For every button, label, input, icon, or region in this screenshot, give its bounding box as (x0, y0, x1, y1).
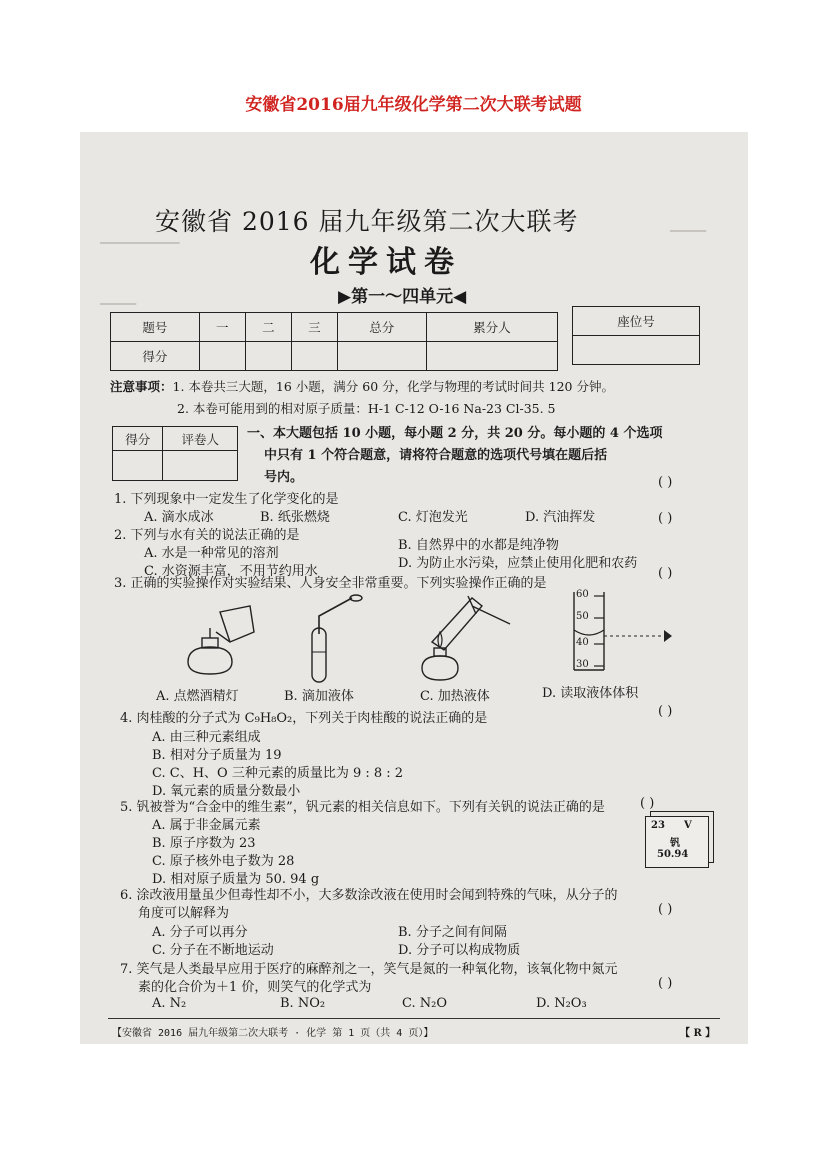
cylinder-tick-30: 30 (576, 659, 589, 670)
section1-line-3: 号内。 (264, 470, 304, 485)
seat-label: 座位号 (573, 307, 700, 336)
q6-stem-line-2: 角度可以解释为 (138, 906, 230, 921)
q2-option-d: D. 为防止水污染，应禁止使用化肥和农药 (398, 556, 638, 571)
q4-stem: 4. 肉桂酸的分子式为 C₉H₈O₂，下列关于肉桂酸的说法正确的是 (120, 711, 488, 726)
grader-cell (163, 451, 238, 481)
q1-stem: 1. 下列现象中一定发生了化学变化的是 (114, 492, 339, 507)
answer-paren: ( ) (640, 796, 655, 811)
q7-option-a: A. N₂ (152, 996, 187, 1011)
seat-cell (573, 336, 700, 365)
element-mass: 50.94 (657, 849, 689, 860)
footer-text: 【安徽省 2016 届九年级第二次大联考 · 化学 第 1 页（共 4 页）】 (112, 1028, 434, 1039)
q7-stem-line-2: 素的化合价为＋1 价，则笑气的化学式为 (138, 980, 372, 995)
answer-paren: ( ) (658, 902, 673, 917)
q3-option-a: A. 点燃酒精灯 (156, 689, 239, 704)
unit-label: 第一～四单元 (351, 287, 454, 307)
q3-option-d: D. 读取液体体积 (542, 686, 639, 701)
q1-option-d: D. 汽油挥发 (525, 510, 596, 525)
score-cell (199, 342, 245, 371)
q3-option-b: B. 滴加液体 (284, 689, 354, 704)
q4-option-d: D. 氧元素的质量分数最小 (152, 784, 301, 799)
answer-paren: ( ) (658, 704, 673, 719)
q4-option-c: C. C、H、O 三种元素的质量比为 9 : 8 : 2 (152, 766, 404, 781)
subject-title: 化学试卷 (310, 245, 462, 280)
grader-header: 评卷人 (163, 427, 238, 451)
score-header: 总分 (337, 313, 426, 342)
vanadium-element-card (645, 816, 709, 868)
q4-option-a: A. 由三种元素组成 (152, 730, 261, 745)
score-header: 一 (199, 313, 245, 342)
q6-option-c: C. 分子在不断地运动 (152, 943, 274, 958)
q2-option-b: B. 自然界中的水都是纯净物 (398, 538, 559, 553)
dropping-liquid-icon (302, 594, 372, 690)
q7-option-b: B. NO₂ (280, 996, 326, 1011)
q5-option-a: A. 属于非金属元素 (152, 818, 261, 833)
section1-line-2: 中只有 1 个符合题意，请将符合题意的选项代号填在题后括 (264, 448, 608, 463)
score-cell (291, 342, 337, 371)
q1-option-b: B. 纸张燃烧 (260, 510, 330, 525)
q5-option-c: C. 原子核外电子数为 28 (152, 854, 295, 869)
q1-option-a: A. 滴水成冰 (144, 510, 214, 525)
footer-code: 【 R 】 (680, 1028, 716, 1039)
element-symbol: V (684, 820, 692, 831)
q6-option-d: D. 分子可以构成物质 (398, 943, 521, 958)
q3-option-c: C. 加热液体 (420, 689, 490, 704)
q6-option-b: B. 分子之间有间隔 (398, 925, 507, 940)
score-cell (426, 342, 557, 371)
answer-paren: ( ) (658, 566, 673, 581)
grader-header: 得分 (113, 427, 163, 451)
right-triangle-icon: ▶ (338, 287, 352, 307)
grader-table (112, 426, 238, 481)
score-header: 二 (245, 313, 291, 342)
q7-option-c: C. N₂O (402, 996, 447, 1011)
q1-option-c: C. 灯泡发光 (398, 510, 468, 525)
q2-stem: 2. 下列与水有关的说法正确的是 (114, 528, 300, 543)
q5-stem: 5. 钒被誉为“合金中的维生素”，钒元素的相关信息如下。下列有关钒的说法正确的是 (120, 800, 605, 815)
section1-line-1: 一、本大题包括 10 小题，每小题 2 分，共 20 分。每小题的 4 个选项 (247, 426, 663, 441)
score-cell (337, 342, 426, 371)
grader-cell (113, 451, 163, 481)
cylinder-tick-50: 50 (576, 611, 589, 622)
answer-paren: ( ) (658, 976, 673, 991)
q2-option-c: C. 水资源丰富，不用节约用水 (144, 564, 318, 579)
score-table (110, 312, 558, 371)
score-row-label: 得分 (111, 342, 200, 371)
answer-paren: ( ) (658, 511, 673, 526)
q2-option-a: A. 水是一种常见的溶剂 (144, 546, 279, 561)
bleed-through-text: ━━━━━ (100, 297, 137, 311)
q4-option-b: B. 相对分子质量为 19 (152, 748, 282, 763)
seat-table (572, 306, 700, 365)
q6-stem-line-1: 6. 涂改液用量虽少但毒性却不小，大多数涂改液在使用时会闻到特殊的气味，从分子的 (120, 888, 618, 903)
score-header: 三 (291, 313, 337, 342)
footer-divider (108, 1018, 720, 1019)
score-header: 题号 (111, 313, 200, 342)
q7-option-d: D. N₂O₃ (536, 996, 587, 1011)
element-name: 钒 (670, 838, 680, 849)
answer-paren: ( ) (658, 475, 673, 490)
cylinder-tick-60: 60 (576, 589, 589, 600)
note-2: 2. 本卷可能用到的相对原子质量：H-1 C-12 O-16 Na-23 Cl-35. 5 (177, 401, 556, 416)
left-triangle-icon: ◀ (453, 287, 467, 307)
exam-heading: 安徽省 2016 届九年级第二次大联考 (155, 207, 579, 236)
bleed-through-text: ━━━━━ (670, 224, 707, 238)
notes-label: 注意事项： (110, 379, 173, 394)
element-number: 23 (651, 820, 665, 831)
unit-range (338, 282, 466, 307)
note-1: 1. 本卷共三大题，16 小题，满分 60 分，化学与物理的考试时间共 120 分钟。 (172, 379, 614, 394)
alcohol-lamp-lighting-icon (180, 602, 260, 682)
notes-line-1 (110, 377, 614, 395)
q6-option-a: A. 分子可以再分 (152, 925, 248, 940)
q5-option-d: D. 相对原子质量为 50. 94 g (152, 872, 320, 887)
q5-option-b: B. 原子序数为 23 (152, 836, 256, 851)
exam-paper-scan (80, 132, 748, 1044)
score-cell (245, 342, 291, 371)
bleed-through-text: ━━━━━━━━━━━ (100, 236, 180, 250)
q7-stem-line-1: 7. 笑气是人类最早应用于医疗的麻醉剂之一，笑气是氮的一种氧化物，该氧化物中氮元 (120, 962, 618, 977)
cylinder-tick-40: 40 (576, 637, 589, 648)
heating-liquid-icon (410, 590, 520, 690)
score-header: 累分人 (426, 313, 557, 342)
document-title: 安徽省2016届九年级化学第二次大联考试题 (245, 95, 582, 115)
q3-stem: 3. 正确的实验操作对实验结果、人身安全非常重要。下列实验操作正确的是 (114, 576, 547, 591)
